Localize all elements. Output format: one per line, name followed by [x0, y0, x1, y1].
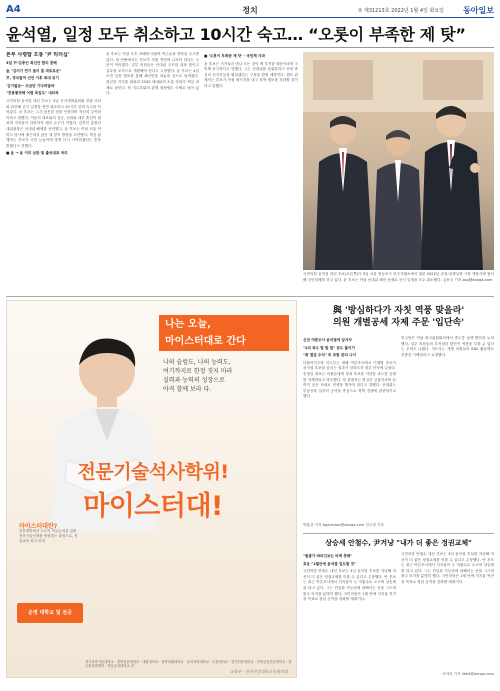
- left-kicker-4: '김기필준~ 조금만 기다려달라': [6, 83, 56, 88]
- article2-col-1: [303, 336, 396, 528]
- article2-byline: 박훈상 기자 tigermask@donga.com 전주영 기자: [303, 523, 384, 527]
- section-name: 정치: [242, 6, 258, 15]
- article3-col-1: [303, 552, 396, 678]
- left-kicker-5: "전봉룡정해 어렵 목침도" 내비쳐: [6, 91, 59, 96]
- ad-info-lines: 전문대학에서 고도의 직무능력을 갖춘 전문기술인재를 양성하는 과정으로, 직업교육 최고 과정: [19, 529, 78, 543]
- ad-badge-text: 나는 오늘, 마이스터대로 간다: [165, 319, 246, 347]
- mid-kicker: ■ '오롯이 부족한 제 탓' - 국민께 사과: [204, 54, 265, 58]
- left-subhead: 본부 사령탑 오룡 '尹 리더십': [6, 52, 70, 58]
- mid-body: 윤 후보는 이날 오후 자택에 머물며 측근들과 연락을 주고받았다. 당 안팎에서는 후보가 직접 전면에 나서야 한다는 주문이 이어졌다. 일부 의원들은 선대위 규모를 대폭 줄이고 실무형 조직으로 개편해야 한다고 주장했다. 윤 후보는 4일 오전 입장 발표를 통해 쇄신안을 내놓을 것으로 알려졌다. 청년층 지지율 회복과 2030 세대와의 소통 강화가 핵심 과제로 꼽힌다. 당 지도부와의 관계 재정립도 숙제로 남아 있다.: [106, 52, 199, 96]
- newspaper-brand: 동아일보: [463, 6, 494, 15]
- article3-kicker-2: 호응 "1월안에 윤석열 업도할 것": [303, 561, 356, 566]
- article3-col-2: [401, 552, 494, 670]
- ad-big-line-1: 전문기술석사학위!: [77, 461, 229, 483]
- article2-kicker-3: "靑 결집 주석" 비 포함 관리 나서: [303, 353, 357, 358]
- ad-big-line-2: 마이스터대!: [83, 491, 223, 522]
- headline-divider: [6, 47, 494, 48]
- ad-copy: 나의 슬럼도, 나의 능력도, 여기까지로 한정 짓지 마라 실력과 능력의 성장으로 아직 할께 보라 다.: [163, 359, 233, 393]
- mid-column-1: [106, 52, 199, 292]
- article2-body-2: 민주당은 이날 최고위원회의에서 중도층 공략 방안을 논의했다. 일부 의원들의 부적절한 발언이 역풍을 부를 수 있다는 우려도 나왔다. 지도부는 개별 의원들의 SNS 활동에도 신중을 기해달라고 요청했다.: [401, 336, 494, 357]
- article3-body-continued: 국민의당 안철수 대선 후보는 3일 윤석열 후보를 겨냥해 자신이 더 좋은 정권교체를 이룰 수 있다고 주장했다. 안 후보는 최근 여론조사에서 지지율이 두 자릿수로 오르며 상승세를 타고 있다. 그는 단일화 가능성에 대해서는 선을 그으며 완주 의지를 분명히 했다. 국민의당은 1월 안에 지지율 역전을 목표로 청년 공약을 강화할 계획이다.: [401, 552, 494, 584]
- article3-byline: 조아라 기자 likeit@donga.com: [442, 672, 494, 676]
- person-left: [315, 116, 373, 270]
- article2-title-line-1: 與 '방심하다가 자칫 역풍 맞을라': [332, 306, 465, 316]
- ad-programs-button: 운영 대학교 및 전공: [17, 603, 83, 623]
- left-body: 국민의힘 윤석열 대선 후보는 3일 선거대책위원회 전원 사퇴와 관련해 공식 일정을 전면 취소하고 10시간 넘게 숙고를 이어갔다. 윤 후보는 그간 잘못된 점을 인정하며 자신의 부족함이라고 말했다. 이준석 대표와의 갈등, 선대위 내부 혼선이 겹치며 지지율이 하락하자 쇄신 요구가 커졌다. 김종인 총괄선대위원장은 선대위 해체를 선언했고, 윤 후보는 이날 서울 여의도 당사에 출근하지 않은 채 향후 방향을 고민했다. 핵심 관계자는 후보가 국민 눈높이에 맞게 다시 시작하겠다는 뜻을 밝혔다고 전했다.: [6, 98, 101, 148]
- ad-info-title: 마이스터대란?: [19, 523, 58, 530]
- article2-kicker-2: "1위 착오 말 말 말" 등도 풀어가: [303, 345, 355, 350]
- article2-col-2: [401, 336, 494, 522]
- photo-caption-text: 국민의힘 윤석열 대선 후보(오른쪽)가 3일 서울 영등포구 한국거래소에서 열린 2022년 증권·파생상품 시장 개장식에 참석해 국민의례를 하고 있다. 윤 후보는 이날 선대위 쇄신 문제로 공식 일정을 모두 취소했다. 김동주 기자 zoo@donga.com: [303, 272, 494, 282]
- ad-badge: [159, 315, 289, 351]
- mid-column-2: [204, 52, 298, 292]
- left-kicker-1: 3일 尹-김종인 최선안 합의 못해: [6, 61, 57, 65]
- left-kicker-3: 尹, 정치참여 선언 이후 최대 위기: [6, 76, 59, 81]
- person-right: [421, 106, 483, 270]
- mid-body-2: 윤 후보는 기자들과 만나 모든 것이 제 부족함 때문이라며 국민께 송구하다고 말했다. 그는 선대위를 슬림화하고 현장 중심의 선거운동을 펼치겠다는 구상을 밝힐 예정이다. 캠프 관계자는 후보가 직접 메시지를 내고 정책 행보를 강화할 것이라고 말했다.: [204, 61, 298, 88]
- article-divider: [303, 533, 494, 534]
- left-kicker-2: 金 "김어기 연기 들어 몸 과로로운": [6, 68, 62, 73]
- section-divider: [6, 296, 494, 297]
- article3-headline: 상승세 안철수, 尹겨냥 "내가 더 좋은 정권교체": [325, 539, 472, 547]
- left-byline: ■ 윤 → 윤 이미 심판 및 출석대표 처리: [6, 151, 68, 156]
- page-number: A4: [6, 4, 21, 15]
- left-column: [6, 52, 101, 292]
- issue-date: ② 제31213호 2022년 1월 4일 화요일: [357, 8, 444, 14]
- meister-college-ad: [6, 300, 297, 678]
- article2-title-line-2: 의원 개별공세 자제 주문 '입단속': [332, 318, 465, 328]
- ceremony-photo-illustration: [303, 52, 494, 270]
- page-header: [6, 4, 494, 18]
- article2-kicker-1: 신년 여론조사 윤석열에 앞서자: [303, 338, 352, 342]
- photo-caption: [303, 272, 494, 294]
- main-headline: 윤석열, 일정 모두 취소하고 10시간 숙고… “오롯이 부족한 제 탓”: [6, 25, 466, 44]
- article3-body: 국민의당 안철수 대선 후보는 3일 윤석열 후보를 겨냥해 자신이 더 좋은 정권교체를 이룰 수 있다고 주장했다. 안 후보는 최근 여론조사에서 지지율이 두 자릿수로 오르며 상승세를 타고 있다. 그는 단일화 가능성에 대해서는 선을 그으며 완주 의지를 분명히 했다. 국민의당은 1월 안에 지지율 역전을 목표로 청년 공약을 강화할 계획이다.: [303, 569, 396, 602]
- main-photo: [303, 52, 494, 270]
- article2-headline: [303, 305, 494, 329]
- article3-kicker-1: "범좋가 바라깃보는 비제 못해": [303, 554, 353, 558]
- article2-body: 더불어민주당 지도부는 새해 여론조사에서 이재명 후보가 윤석열 후보를 앞서는 결과가 잇따르자 내부 단속에 나섰다. 송영길 대표는 의원들에게 상대 후보를 겨냥한 과도한 공세를 자제하라고 당부했다. 당 관계자는 방심은 금물이라며 끝까지 낮은 자세로 민생을 챙겨야 한다고 말했다. 선대위는 부동산과 일자리 공약을 중심으로 정책 경쟁에 집중하기로 했다.: [303, 360, 396, 399]
- person-center: [373, 130, 423, 270]
- ad-footer: 경기과학기술대학교 · 경북전문대학교 · 대림대학교 · 동양미래대학교 · 동의과학대학교 · 부천대학교 · 영진전문대학교 · 인하공업전문대학교 · 한국폴리텍대학 · 연암공과대학교 외: [85, 659, 292, 669]
- ad-sponsor-logos: 교육부 · 한국전문대학교육협의회: [230, 669, 288, 674]
